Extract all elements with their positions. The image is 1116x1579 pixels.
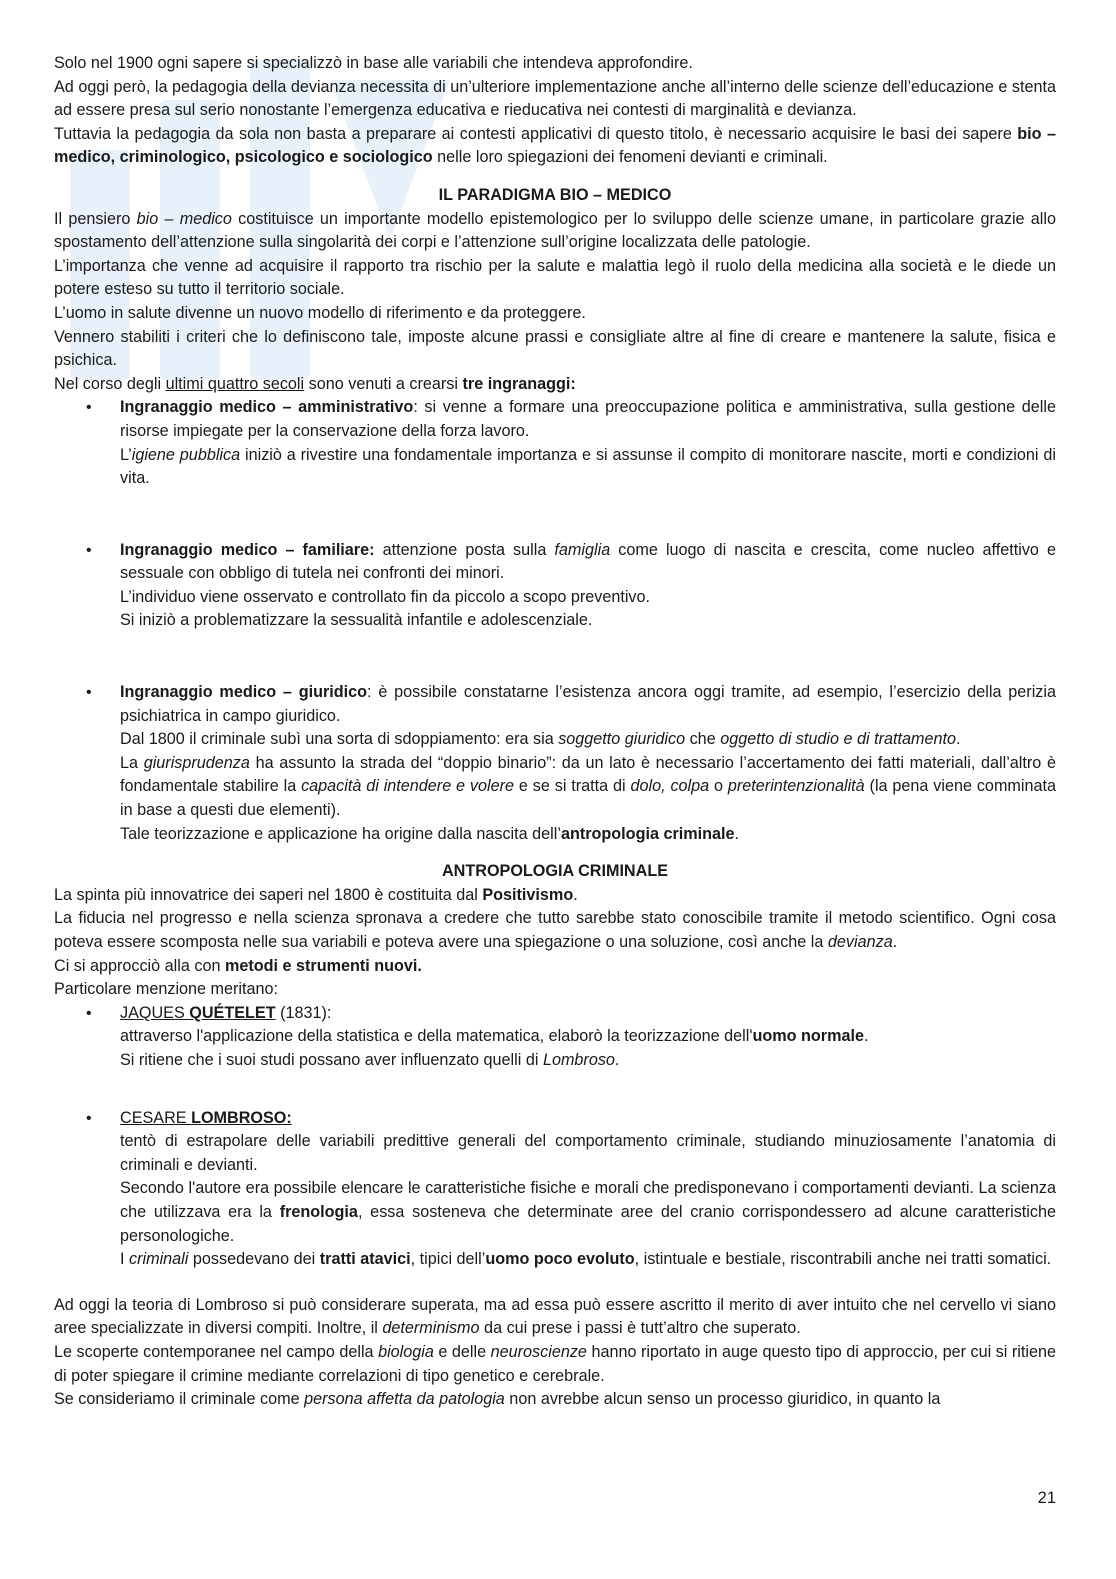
- list-item: • Ingranaggio medico – amministrativo: si venne a formare una preoccupazione politica e amministrativa, sulla gestione delle risorse impiegate per la conservazione della forza lavoro. L’igiene pubblica iniziò a rivestire una fondamentale importanza e si assunse il compito di monitorare nascite, morti e condizioni di vita.: [54, 396, 1056, 538]
- list-item: • Ingranaggio medico – giuridico: è possibile constatarne l’esistenza ancora oggi tramite, ad esempio, l’esercizio della perizia psichiatrica in campo giuridico. Dal 1800 il criminale subì una sorta di sdoppiamento: era sia soggetto giuridico che oggetto di studio e di trattamento. La giurisprudenza ha assunto la strada del “doppio binario”: da un lato è necessario l’accertamento dei fatti materiali, dall’altro è fondamentale stabilire la capacità di intendere e volere e se si tratta di dolo, colpa o preterintenzionalità (la pena viene comminata in base a questi due elementi). Tale teorizzazione e applicazione ha origine dalla nascita dell’antropologia criminale.: [54, 681, 1056, 846]
- s2-paragraph-7: Se consideriamo il criminale come persona affetta da patologia non avrebbe alcun senso un processo giuridico, in quanto la: [54, 1390, 941, 1409]
- section-heading-antropologia: ANTROPOLOGIA CRIMINALE: [441, 862, 669, 881]
- s1-paragraph-1: Il pensiero bio – medico costituisce un importante modello epistemologico per lo sviluppo delle scienze umane, in particolare grazie allo spostamento dell’attenzione sulla singolarità dei corpi e l’attenzione sull’origine localizzata delle patologie.: [54, 209, 1056, 252]
- ingranaggi-list: [54, 396, 1056, 846]
- list-item: • Ingranaggio medico – familiare: attenzione posta sulla famiglia come luogo di nascita e crescita, come nucleo affettivo e sessuale con obbligo di tutela nei confronti dei minori. L’individuo viene osservato e controllato fin da piccolo a scopo preventivo. Si iniziò a problematizzare la sessualità infantile e adolescenziale.: [54, 539, 1056, 681]
- intro-paragraph-1: Solo nel 1900 ogni sapere si specializzò in base alle variabili che intendeva approfondire.: [54, 54, 693, 72]
- s2-paragraph-3: Ci si approcciò alla con metodi e strumenti nuovi.: [54, 956, 422, 975]
- s1-paragraph-3: L’uomo in salute divenne un nuovo modello di riferimento e da proteggere.: [54, 303, 586, 322]
- s2-paragraph-2: La fiducia nel progresso e nella scienza spronava a credere che tutto sarebbe stato conoscibile tramite il metodo scientifico. Ogni cosa poteva essere scomposta nelle sua variabili e poteva avere una spiegazione o una soluzione, così anche la devianza.: [54, 909, 1056, 951]
- intro-paragraph-3: Tuttavia la pedagogia da sola non basta a preparare ai contesti applicativi di questo titolo, è necessario acquisire le basi dei sapere bio – medico, criminologico, psicologico e sociologico nelle loro spiegazioni dei fenomeni devianti e criminali.: [54, 124, 1056, 167]
- s2-paragraph-1: La spinta più innovatrice dei saperi nel 1800 è costituita dal Positivismo.: [54, 885, 578, 904]
- list-item-quetelet: • JAQUES QUÉTELET (1831): attraverso l'applicazione della statistica e della matematica, elaborò la teorizzazione dell'uomo normale. Si ritiene che i suoi studi possano aver influenzato quelli di Lombroso.: [54, 1002, 1056, 1107]
- s1-paragraph-5: Nel corso degli ultimi quattro secoli sono venuti a crearsi tre ingranaggi:: [54, 374, 576, 393]
- document-page: [54, 52, 1056, 1412]
- list-item-lombroso: • CESARE LOMBROSO: tentò di estrapolare delle variabili predittive generali del comportamento criminale, studiando minuziosamente l’anatomia di criminali e devianti. Secondo l'autore era possibile elencare le caratteristiche fisiche e morali che predisponevano i comportamenti devianti. La scienza che utilizzava era la frenologia, essa sosteneva che determinate aree del cranio corrispondessero ad alcune caratteristiche personologiche. I criminali possedevano dei tratti atavici, tipici dell’uomo poco evoluto, istintuale e bestiale, riscontrabili anche nei tratti somatici.: [54, 1107, 1056, 1272]
- s2-paragraph-6: Le scoperte contemporanee nel campo della biologia e delle neuroscienze hanno riportato in auge questo tipo di approccio, per cui si ritiene di poter spiegare il crimine mediante correlazioni di tipo genetico e cerebrale.: [54, 1342, 1056, 1385]
- s1-paragraph-4: Vennero stabiliti i criteri che lo definiscono tale, imposte alcune prassi e consigliate altre al fine di creare e mantenere la salute, fisica e psichica.: [54, 327, 1056, 370]
- s2-paragraph-4: Particolare menzione meritano:: [54, 980, 279, 999]
- section-heading-bio-medico: IL PARADIGMA BIO – MEDICO: [438, 185, 672, 204]
- authors-list: [54, 1002, 1056, 1272]
- page-number: 21: [1037, 1489, 1056, 1507]
- s1-paragraph-2: L’importanza che venne ad acquisire il rapporto tra rischio per la salute e malattia legò il ruolo della medicina alla società e le diede un potere esteso su tutto il territorio sociale.: [54, 256, 1056, 299]
- s2-paragraph-5: Ad oggi la teoria di Lombroso si può considerare superata, ma ad essa può essere ascritto il merito di aver intuito che nel cervello vi siano aree specializzate in diversi compiti. Inoltre, il determinismo da cui prese i passi è tutt’altro che superato.: [54, 1295, 1056, 1338]
- intro-paragraph-2: Ad oggi però, la pedagogia della devianza necessita di un’ulteriore implementazione anche all’interno delle scienze dell’educazione e stenta ad essere presa sul serio nonostante l’emergenza educativa e rieducativa nei contesti di marginalità e devianza.: [54, 77, 1056, 120]
